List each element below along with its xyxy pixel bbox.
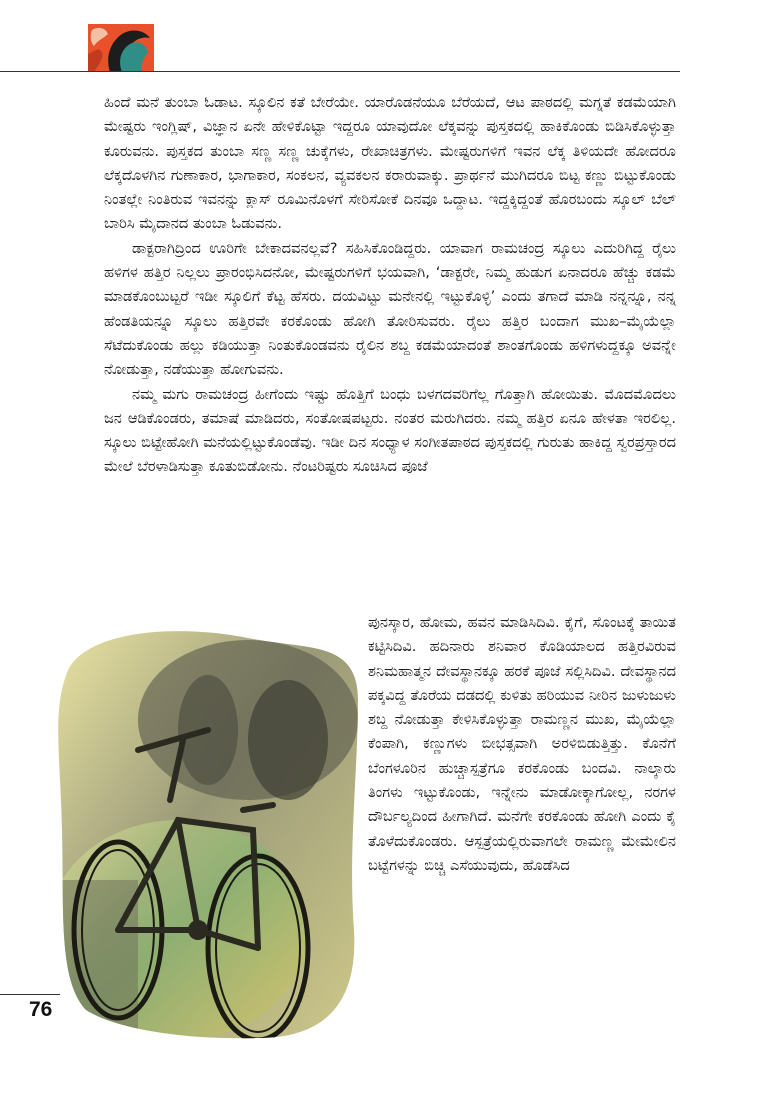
paragraph: ಪುನಸ್ಕಾರ, ಹೋಮ, ಹವನ ಮಾಡಿಸಿದಿವಿ. ಕೈಗೆ, ಸೊಂಟಕ್ಕೆ ತಾಯಿತ ಕಟ್ಟಿಸಿದಿವಿ. ಹದಿನಾರು ಶನಿವಾರ ಕೊಡಿಯಾಲದ ಹತ್ತಿರವಿರುವ ಶನಿಮಹಾತ್ಮನ ದೇವಸ್ಥಾನಕ್ಕೂ ಹರಕೆ ಪೂಜೆ ಸಲ್ಲಿಸಿದಿವಿ. ದೇವಸ್ಥಾನದ ಪಕ್ಕವಿದ್ದ ತೊರೆಯ ದಡದಲ್ಲಿ ಕುಳಿತು ಹರಿಯುವ ನೀರಿನ ಜುಳುಜುಳು ಶಬ್ದ ನೋಡುತ್ತಾ ಕೇಳಿಸಿಕೊಳ್ಳುತ್ತಾ ರಾಮಣ್ಣನ ಮುಖ, ಮೈಯೆಲ್ಲಾ ಕೆಂಪಾಗಿ, ಕಣ್ಣುಗಳು ಬೀಭತ್ಸವಾಗಿ ಅರಳಿಬಿಡುತ್ತಿತ್ತು. ಕೊನೆಗೆ ಬೆಂಗಳೂರಿನ ಹುಚ್ಚಾಸ್ಪತ್ರೆಗೂ ಕರಕೊಂಡು ಬಂದವಿ. ನಾಲ್ಕಾರು ತಿಂಗಳು ಇಟ್ಟುಕೊಂಡು, ಇನ್ನೇನು ಮಾಡೋಕ್ಕಾಗೋಲ್ಲ, ನರಗಳ ದೌರ್ಬಲ್ಯದಿಂದ ಹೀಗಾಗಿದೆ. ಮನೆಗೇ ಕರಕೊಂಡು ಹೋಗಿ ಎಂದು ಕೈ ತೊಳೆದುಕೊಂಡರು. ಆಸ್ಪತ್ರೆಯಲ್ಲಿರುವಾಗಲೇ ರಾಮಣ್ಣ ಮೇಮೇಲಿನ ಬಟ್ಟೆಗಳನ್ನು ಬಿಚ್ಚಿ ಎಸೆಯುವುದು, ಹೊಡೆಸಿದ	[368, 614, 676, 874]
main-text-block	[104, 91, 676, 480]
paragraph: ಡಾಕ್ಟರಾಗಿದ್ರಿಂದ ಊರಿಗೇ ಬೇಕಾದವನಲ್ಲವೆ? ಸಹಿಸಿಕೊಂಡಿದ್ದರು. ಯಾವಾಗ ರಾಮಚಂದ್ರ ಸ್ಕೂಲು ಎದುರಿಗಿದ್ದ ರೈಲು ಹಳಿಗಳ ಹತ್ತಿರ ನಿಲ್ಲಲು ಪ್ರಾರಂಭಿಸಿದನೋ, ಮೇಷ್ಟರುಗಳಿಗೆ ಭಯವಾಗಿ, ‘ಡಾಕ್ಟರೇ, ನಿಮ್ಮ ಹುಡುಗ ಏನಾದರೂ ಹೆಚ್ಚು ಕಡಮೆ ಮಾಡಕೊಂಬುಟ್ಟರೆ ಇಡೀ ಸ್ಕೂಲಿಗೆ ಕೆಟ್ಟ ಹೆಸರು. ದಯವಿಟ್ಟು ಮನೇನಲ್ಲಿ ಇಟ್ಟುಕೊಳ್ಳಿ’ ಎಂದು ತಗಾದೆ ಮಾಡಿ ನನ್ನನ್ನೂ, ನನ್ನ ಹೆಂಡತಿಯನ್ನೂ ಸ್ಕೂಲು ಹತ್ತಿರವೇ ಕರಕೊಂಡು ಹೋಗಿ ತೋರಿಸುವರು. ರೈಲು ಹತ್ತಿರ ಬಂದಾಗ ಮುಖ–ಮೈಯೆಲ್ಲಾ ಸೆಟೆದುಕೊಂಡು ಹಲ್ಲು ಕಡಿಯುತ್ತಾ ನಿಂತುಕೊಂಡವನು ರೈಲಿನ ಶಬ್ದ ಕಡಮೆಯಾದಂತೆ ಶಾಂತಗೊಂಡು ಹಳಿಗಳುದ್ದಕ್ಕೂ ಅವನ್ನೇ ನೋಡುತ್ತಾ, ನಡೆಯುತ್ತಾ ಹೋಗುವನು.	[104, 239, 676, 379]
woman-profile-logo-icon	[88, 24, 154, 72]
header-rule	[0, 71, 680, 72]
paragraph: ಹಿಂದೆ ಮನೆ ತುಂಬಾ ಓಡಾಟ. ಸ್ಕೂಲಿನ ಕತೆ ಬೇರೆಯೇ. ಯಾರೊಡನೆಯೂ ಬೆರೆಯದೆ, ಆಟ ಪಾಠದಲ್ಲಿ ಮಗ್ನತೆ ಕಡಮೆಯಾಗಿ ಮೇಷ್ಟರು ಇಂಗ್ಲಿಷ್, ವಿಜ್ಞಾನ ಏನೇ ಹೇಳಿಕೊಟ್ಟಾ ಇದ್ದರೂ ಯಾವುದೋ ಲೆಕ್ಕವನ್ನು ಪುಸ್ತಕದಲ್ಲಿ ಹಾಕಿಕೊಂಡು ಬಿಡಿಸಿಕೊಳ್ಳುತ್ತಾ ಕೂರುವನು. ಪುಸ್ತಕದ ತುಂಬಾ ಸಣ್ಣ ಸಣ್ಣ ಚುಕ್ಕೆಗಳು, ರೇಖಾಚಿತ್ರಗಳು. ಮೇಷ್ಟರುಗಳಿಗೆ ಇವನ ಲೆಕ್ಕ ತಿಳಿಯದೇ ಹೋದರೂ ಲೆಕ್ಕದೊಳಗಿನ ಗುಣಾಕಾರ, ಭಾಗಾಕಾರ, ಸಂಕಲನ, ವ್ಯವಕಲನ ಕರಾರುವಾಕ್ಕು. ಪ್ರಾರ್ಥನೆ ಮುಗಿದರೂ ಬಿಟ್ಟ ಕಣ್ಣು ಬಿಟ್ಟುಕೊಂಡು ನಿಂತಲ್ಲೇ ನಿಂತಿರುವ ಇವನನ್ನು ಕ್ಲಾಸ್ ರೂಮಿನೊಳಗೆ ಸೇರಿಸೋಕೆ ದಿನವೂ ಒದ್ದಾಟ. ಇದ್ದಕ್ಕಿದ್ದಂತೆ ಹೊರಬಂದು ಸ್ಕೂಲ್ ಬೆಲ್ ಬಾರಿಸಿ ಮೈದಾನದ ತುಂಬಾ ಓಡುವನು.	[104, 94, 676, 233]
side-text-block	[368, 611, 676, 878]
footer-rule	[0, 994, 60, 995]
paragraph: ನಮ್ಮ ಮಗು ರಾಮಚಂದ್ರ ಹೀಗೆಂದು ಇಷ್ಟು ಹೊತ್ತಿಗೆ ಬಂಧು ಬಳಗದವರಿಗೆಲ್ಲ ಗೊತ್ತಾಗಿ ಹೋಯಿತು. ಮೊದಮೊದಲು ಜನ ಆಡಿಕೊಂಡರು, ತಮಾಷೆ ಮಾಡಿದರು, ಸಂತೋಷಪಟ್ಟರು. ನಂತರ ಮರುಗಿದರು. ನಮ್ಮ ಹತ್ತಿರ ಏನೂ ಹೇಳತಾ ಇರಲಿಲ್ಲ. ಸ್ಕೂಲು ಬಿಟ್ಟೇಹೋಗಿ ಮನೆಯಲ್ಲಿಟ್ಟುಕೊಂಡೆವು. ಇಡೀ ದಿನ ಸಂಧ್ಯಾಳ ಸಂಗೀತಪಾಠದ ಪುಸ್ತಕದಲ್ಲಿ ಗುರುತು ಹಾಕಿದ್ದ ಸ್ವರಪ್ರಸ್ತಾರದ ಮೇಲೆ ಬೆರಳಾಡಿಸುತ್ತಾ ಕೂತುಬಿಡೋನು. ನೆಂಟರಿಷ್ಟರು ಸೂಚಿಸಿದ ಪೂಜೆ	[104, 385, 676, 476]
page-number: 76	[29, 998, 53, 1021]
bicycle-collage-illustration	[58, 630, 360, 1040]
